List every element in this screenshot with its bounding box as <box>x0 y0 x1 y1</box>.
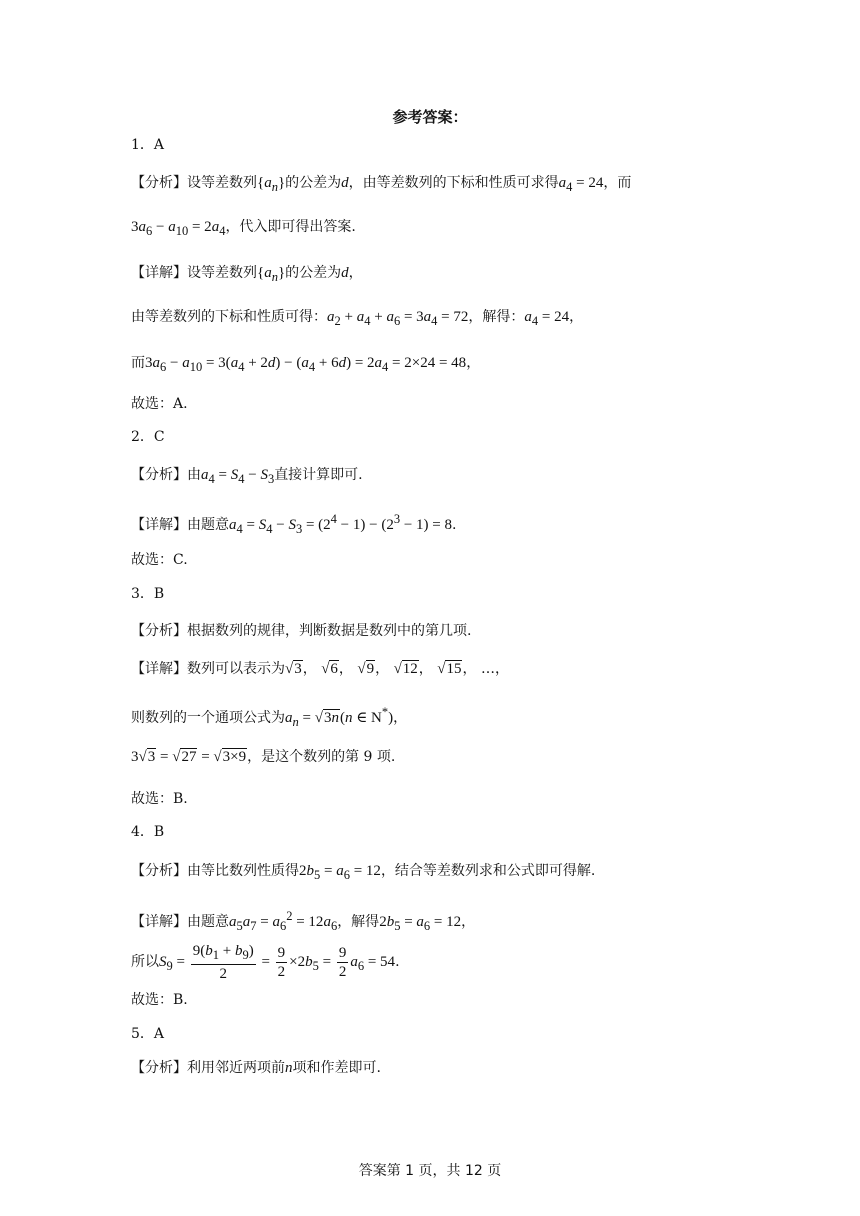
answer-3: 3．B <box>131 586 165 602</box>
choice-4: 故选：B. <box>131 992 188 1008</box>
detail-3: 【详解】数列可以表示为√3， √6， √9， √12， √15， …， <box>131 661 509 677</box>
choice-3: 故选：B. <box>131 791 188 807</box>
analysis-1-cont: $3a_6 - a_{10} = 2a_4$，代入即可得出答案. <box>131 219 356 238</box>
detail-1-line2: 由等差数列的下标和性质可得：$a_2 + a_4 + a_6 = 3a_4 = 72$，解得：$a_4 = 24$， <box>131 309 584 328</box>
page-footer: 答案第 1 页，共 12 页 <box>358 1163 502 1179</box>
detail-1: 【详解】设等差数列$\{a_n\}$的公差为d， <box>131 265 363 284</box>
answer-5: 5．A <box>131 1026 165 1042</box>
detail-4-sum: 所以$S_9$ = $\frac{9(b_1 + b_9)}{2}$ = $\frac{9}{2}$ $\times 2b_5$ = $\frac{9}{2}$ $a_6 = 54$. <box>131 943 400 982</box>
analysis-5: 【分析】利用邻近两项前n项和作差即可. <box>131 1060 381 1076</box>
detail-4: 【详解】由题意$a_5a_7 = a_6^2 = 12a_6$，解得$2b_5 = a_6 = 12$， <box>131 909 476 933</box>
page-title: 参考答案： <box>392 108 468 126</box>
analysis-2: 【分析】由$a_4 = S_4 - S_3$直接计算即可. <box>131 467 363 486</box>
detail-2: 【详解】由题意$a_4 = S_4 - S_3 = (2^4 - 1) - (2^3 - 1) = 8$. <box>131 512 457 536</box>
choice-1: 故选：A. <box>131 396 188 412</box>
detail-1-line3: 而$3a_6 - a_{10} = 3(a_4 + 2d) - (a_4 + 6d) = 2a_4 = 2\times 24 = 48$， <box>131 355 481 374</box>
analysis-1: 【分析】设等差数列$\{a_n\}$的公差为d，由等差数列的下标和性质可求得$a_4 = 24$，而 <box>131 175 632 194</box>
detail-3-formula: 则数列的一个通项公式为$a_n = √3n(n$ ∈ N*)， <box>131 705 408 729</box>
answer-4: 4．B <box>131 824 165 840</box>
analysis-3: 【分析】根据数列的规律，判断数据是数列中的第几项. <box>131 623 472 639</box>
answer-1: 1．A <box>131 137 165 153</box>
answer-2: 2．C <box>131 429 165 445</box>
choice-2: 故选：C. <box>131 552 188 568</box>
analysis-4: 【分析】由等比数列性质得$2b_5 = a_6 = 12$，结合等差数列求和公式即可得解. <box>131 863 596 882</box>
detail-3-term: 3√3 = √27 = √3×9，是这个数列的第 9 项. <box>131 749 396 765</box>
